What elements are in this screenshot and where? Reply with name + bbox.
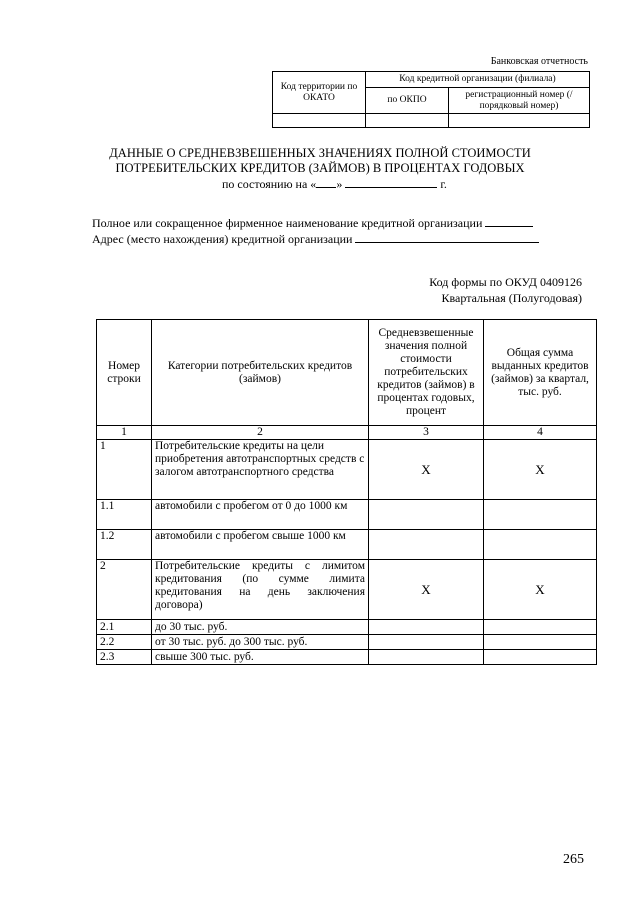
row-number: 2.3 [97,650,152,665]
header-total-amount: Общая сумма выданных кредитов (займов) за квартал, тыс. руб. [484,320,597,426]
okpo-cell[interactable] [366,114,449,128]
date-day-blank[interactable] [316,187,336,188]
title-line-1: ДАННЫЕ О СРЕДНЕВЗВЕШЕННЫХ ЗНАЧЕНИЯХ ПОЛНОЙ СТОИМОСТИ [109,146,531,160]
col-number-4: 4 [484,426,597,440]
col-number-2: 2 [152,426,369,440]
column-number-row [97,426,597,440]
row-category: автомобили с пробегом свыше 1000 км [152,530,369,560]
row-value-amount[interactable] [484,650,597,665]
org-name-label: Полное или сокращенное фирменное наименование кредитной организации [92,216,483,230]
table-row [97,530,597,560]
table-row [97,620,597,635]
row-value-rate[interactable] [369,500,484,530]
territory-code-label: Код территории по ОКАТО [273,72,366,114]
org-name-blank[interactable] [485,226,533,227]
row-value-amount[interactable] [484,500,597,530]
report-title [0,146,640,176]
reporting-type-label: Банковская отчетность [490,56,588,67]
page-number: 265 [563,852,584,867]
date-suffix: г. [440,177,447,191]
row-value-amount: X [484,440,597,500]
row-value-rate: X [369,560,484,620]
table-row [97,560,597,620]
row-category: до 30 тыс. руб. [152,620,369,635]
header-row-number: Номер строки [97,320,152,426]
row-value-rate[interactable] [369,620,484,635]
table-row [97,650,597,665]
row-number: 2.1 [97,620,152,635]
row-category: от 30 тыс. руб. до 300 тыс. руб. [152,635,369,650]
org-name-row [92,216,533,230]
row-value-amount[interactable] [484,620,597,635]
table-row [97,635,597,650]
form-period: Квартальная (Полугодовая) [441,291,582,305]
org-address-blank[interactable] [355,242,539,243]
territory-code-cell[interactable] [273,114,366,128]
table-header-row [97,320,597,426]
org-address-label: Адрес (место нахождения) кредитной организации [92,232,353,246]
row-category: Потребительские кредиты на цели приобретения автотранспортных средств с залогом автотранспортного средства [152,440,369,500]
org-code-label: Код кредитной организации (филиала) [366,72,590,88]
row-category: автомобили с пробегом от 0 до 1000 км [152,500,369,530]
report-date [222,177,447,192]
org-address-row [92,232,539,246]
header-weighted-rate: Средневзвешенные значения полной стоимости потребительских кредитов (займов) в процентах годовых, процент [369,320,484,426]
form-code: Код формы по ОКУД 0409126 [429,275,582,289]
okpo-label: по ОКПО [366,88,449,114]
row-number: 2 [97,560,152,620]
row-value-amount: X [484,560,597,620]
row-value-amount[interactable] [484,635,597,650]
row-value-rate[interactable] [369,650,484,665]
row-number: 2.2 [97,635,152,650]
date-month-year-blank[interactable] [345,187,437,188]
row-category: Потребительские кредиты с лимитом кредитования (по сумме лимита кредитования на день заключения договора) [152,560,369,620]
row-value-rate: X [369,440,484,500]
title-line-2: ПОТРЕБИТЕЛЬСКИХ КРЕДИТОВ (ЗАЙМОВ) В ПРОЦЕНТАХ ГОДОВЫХ [115,161,525,175]
row-category: свыше 300 тыс. руб. [152,650,369,665]
col-number-3: 3 [369,426,484,440]
reg-number-cell[interactable] [449,114,590,128]
reg-number-label: регистрационный номер (/порядковый номер) [449,88,590,114]
header-category: Категории потребительских кредитов (займов) [152,320,369,426]
code-table [272,71,590,128]
row-value-rate[interactable] [369,635,484,650]
credit-table [96,319,597,665]
col-number-1: 1 [97,426,152,440]
row-value-amount[interactable] [484,530,597,560]
row-number: 1.1 [97,500,152,530]
date-mid: » [336,177,343,191]
table-row [97,440,597,500]
date-prefix: по состоянию на « [222,177,317,191]
row-value-rate[interactable] [369,530,484,560]
row-number: 1.2 [97,530,152,560]
row-number: 1 [97,440,152,500]
table-row [97,500,597,530]
